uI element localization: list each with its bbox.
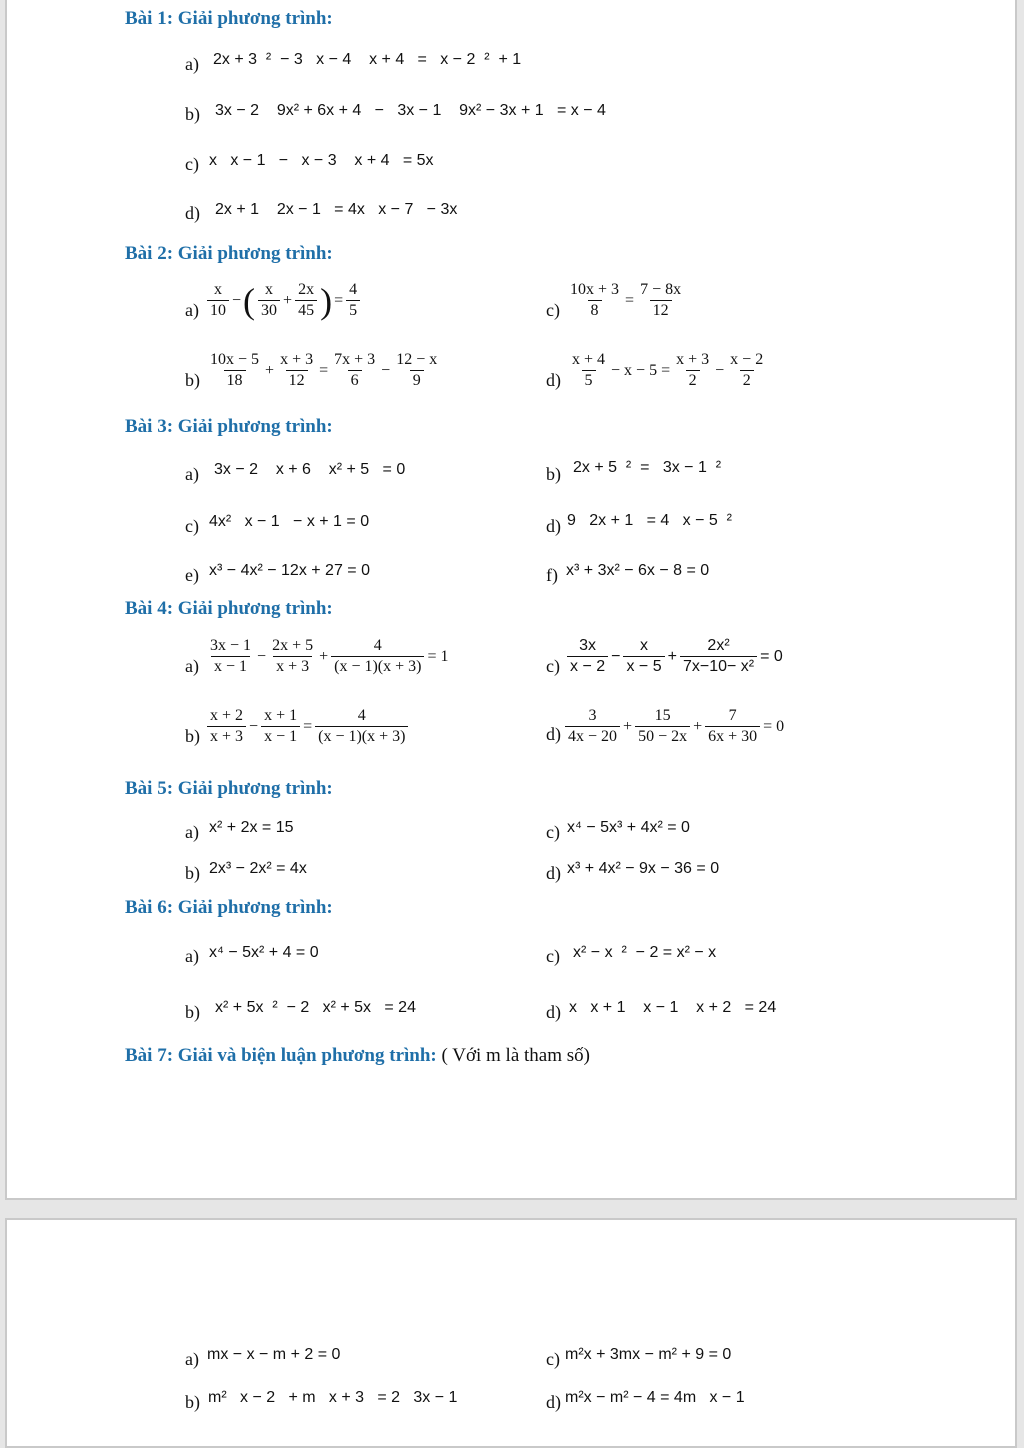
label-c: c) — [546, 656, 560, 676]
label-c: c) — [546, 300, 560, 320]
label-b: b) — [185, 370, 200, 390]
exercise-3-title: Bài 3: Giải phương trình: — [125, 416, 333, 437]
exercise-4-title: Bài 4: Giải phương trình: — [125, 598, 333, 619]
equation-4c: 3x x − 2 − $\frac{x}{x - 5}$ + $\frac{\text{2x²}}{\text{7x−10− x²}}$ = 0 — [565, 636, 784, 677]
equation-3e: x³ − 4x² − 12x + 27 = 0 — [209, 562, 370, 579]
label-a: a) — [185, 822, 199, 842]
label-a: a) — [185, 946, 199, 966]
label-d: d) — [546, 1392, 561, 1412]
label-c: c) — [546, 946, 560, 966]
equation-5c: x⁴ − 5x³ + 4x² = 0 — [567, 819, 690, 836]
equation-3a: 3x − 2 x + 6 x² + 5 = 0 — [214, 461, 406, 478]
label-a: a) — [185, 656, 199, 676]
equation-4d: 3 4x − 20 + $\frac{15}{50 - 2x}$ + $\frac{7}{6x + 30}$ = 0 — [563, 706, 785, 747]
label-b: b) — [185, 726, 200, 746]
label-d: d) — [546, 724, 561, 744]
equation-5a: x² + 2x = 15 — [209, 819, 294, 836]
worksheet-page-2 — [5, 1218, 1017, 1448]
label-a: a) — [185, 464, 199, 484]
equation-5b: 2x³ − 2x² = 4x — [209, 860, 307, 877]
label-a: a) — [185, 300, 199, 320]
equation-2b: 10x − 5 18 + $\frac{x + 3}{12}$ = $\frac{7x + 3}{6}$ − $\frac{12 - x}{9}$ — [210, 351, 438, 389]
equation-2d: x + 4 5 − x − 5 = $\frac{x + 3}{2}$ − $\frac{x - 2}{2}$ — [572, 351, 764, 389]
equation-1a: 2x + 3 ² − 3 x − 4 x + 4 = x − 2 ² + 1 — [213, 51, 522, 68]
label-d: d) — [546, 370, 561, 390]
equation-1d: 2x + 1 2x − 1 = 4x x − 7 − 3x — [215, 201, 458, 218]
equation-2c: $\frac{10x + 3}{8}$ = $\frac{7 - 8x}{12}$ — [570, 281, 682, 319]
exercise-2-title: Bài 2: Giải phương trình: — [125, 243, 333, 264]
label-c: c) — [546, 1349, 560, 1369]
equation-2a: x 10 − ( x 30 + $\frac{2x}{45}$ ) = $\frac{4}{5}$ — [205, 280, 362, 321]
equation-5d: x³ + 4x² − 9x − 36 = 0 — [567, 860, 720, 877]
equation-6b: x² + 5x ² − 2 x² + 5x = 24 — [215, 999, 416, 1016]
equation-1c: x x − 1 − x − 3 x + 4 = 5x — [209, 152, 434, 169]
label-b: b) — [185, 863, 200, 883]
exercise-7-note: ( Với m là tham số) — [441, 1045, 590, 1066]
label-d: d) — [546, 516, 561, 536]
exercise-1-title: Bài 1: Giải phương trình: — [125, 8, 333, 29]
exercise-7-title: Bài 7: Giải và biện luận phương trình: ( Với m là tham số) — [125, 1045, 590, 1066]
equation-3b: 2x + 5 ² = 3x − 1 ² — [573, 459, 722, 476]
exercise-6-title: Bài 6: Giải phương trình: — [125, 897, 333, 918]
label-f: f) — [546, 565, 558, 585]
label-d: d) — [546, 1002, 561, 1022]
label-d: d) — [546, 863, 561, 883]
label-a: a) — [185, 1349, 199, 1369]
label-c: c) — [185, 516, 199, 536]
label-c: c) — [546, 822, 560, 842]
equation-7a: mx − x − m + 2 = 0 — [207, 1346, 341, 1363]
label-e: e) — [185, 565, 199, 585]
equation-3d: 9 2x + 1 = 4 x − 5 ² — [567, 512, 732, 529]
label-d: d) — [185, 203, 200, 223]
equation-7b: m² x − 2 + m x + 3 = 2 3x − 1 — [208, 1389, 458, 1406]
label-a: a) — [185, 54, 199, 74]
label-b: b) — [185, 104, 200, 124]
label-c: c) — [185, 154, 199, 174]
equation-3f: x³ + 3x² − 6x − 8 = 0 — [566, 562, 710, 579]
equation-4b: x + 2 x + 3 − $\frac{x + 1}{x - 1}$ = $\frac{4}{(x - 1)(x + 3)}$ — [205, 706, 410, 747]
label-b: b) — [185, 1002, 200, 1022]
equation-1b: 3x − 2 9x² + 6x + 4 − 3x − 1 9x² − 3x + 1 = x − 4 — [215, 102, 606, 119]
worksheet-page-1 — [5, 0, 1017, 1200]
label-b: b) — [546, 464, 561, 484]
exercise-5-title: Bài 5: Giải phương trình: — [125, 778, 333, 799]
equation-6a: x⁴ − 5x² + 4 = 0 — [209, 944, 319, 961]
equation-6c: x² − x ² − 2 = x² − x — [573, 944, 717, 961]
equation-6d: x x + 1 x − 1 x + 2 = 24 — [569, 999, 777, 1016]
label-b: b) — [185, 1392, 200, 1412]
equation-3c: 4x² x − 1 − x + 1 = 0 — [209, 513, 370, 530]
equation-4a: 3x − 1 x − 1 − $\frac{2x + 5}{x + 3}$ + $\frac{4}{(x - 1)(x + 3)}$ = 1 — [210, 637, 449, 675]
equation-7d: m²x − m² − 4 = 4m x − 1 — [565, 1389, 745, 1406]
equation-7c: m²x + 3mx − m² + 9 = 0 — [565, 1346, 732, 1363]
